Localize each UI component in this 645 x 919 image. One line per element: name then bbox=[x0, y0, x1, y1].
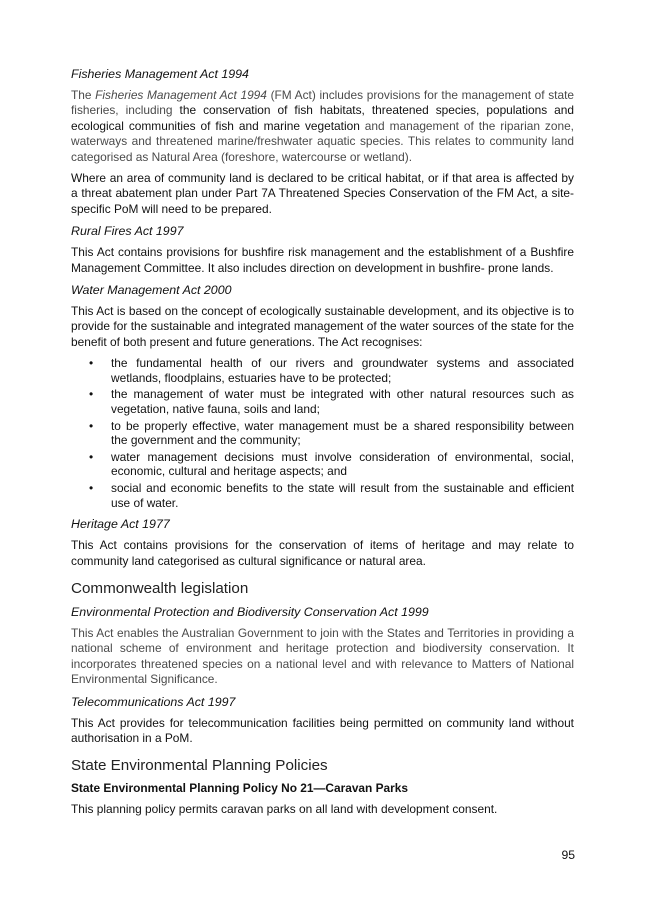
heritage-act-heading: Heritage Act 1977 bbox=[71, 517, 170, 532]
list-item bbox=[71, 419, 574, 448]
telecom-paragraph: This Act provides for telecommunication facilities being permitted on community land without authorisation in a PoM. bbox=[71, 715, 574, 746]
telecom-act-heading: Telecommunications Act 1997 bbox=[71, 694, 236, 709]
sepp-section-heading: State Environmental Planning Policies bbox=[71, 757, 328, 775]
fisheries-p1-intro: The bbox=[71, 88, 96, 102]
bullet-icon: • bbox=[89, 449, 94, 464]
epbc-paragraph: This Act enables the Australian Government to join with the States and Territories in providing a national scheme of environment and heritage protection and biodiversity conservation. It incorporates threatened species on a national level and with relevance to Matters of National Environmental Significance. bbox=[71, 626, 574, 687]
rural-fires-paragraph: This Act contains provisions for bushfire risk management and the establishment of a Bushfire Management Committee. It also includes direction on development in bushfire- prone lands. bbox=[71, 245, 574, 275]
water-act-heading: Water Management Act 2000 bbox=[71, 283, 232, 298]
sepp-paragraph: This planning policy permits caravan parks on all land with development consent. bbox=[71, 802, 498, 817]
water-paragraph: This Act is based on the concept of ecologically sustainable development, and its objective is to provide for the sustainable and integrated management of the water sources of the state for the benefit of both present and future generations. The Act recognises: bbox=[71, 304, 574, 349]
bullet-icon: • bbox=[89, 418, 94, 433]
epbc-act-heading: Environmental Protection and Biodiversity Conservation Act 1999 bbox=[71, 605, 429, 620]
bullet-icon: • bbox=[89, 481, 94, 496]
list-item bbox=[71, 387, 574, 416]
fisheries-paragraph-1 bbox=[71, 88, 574, 165]
rural-fires-act-heading: Rural Fires Act 1997 bbox=[71, 224, 184, 239]
list-item bbox=[71, 450, 574, 479]
commonwealth-section-heading: Commonwealth legislation bbox=[71, 580, 249, 598]
list-item bbox=[71, 356, 574, 385]
bullet-icon: • bbox=[89, 387, 94, 402]
page-number: 95 bbox=[561, 848, 575, 862]
sepp-21-heading: State Environmental Planning Policy No 21—Caravan Parks bbox=[71, 781, 409, 796]
list-item-text: water management decisions must involve consideration of environmental, social, economic, cultural and heritage aspects; and bbox=[111, 449, 574, 479]
list-item bbox=[71, 481, 574, 510]
list-item-text: the management of water must be integrated with other natural resources such as vegetation, native fauna, soils and land; bbox=[111, 387, 574, 417]
fisheries-p1-act-title: Fisheries Management Act 1994 bbox=[95, 88, 267, 102]
fisheries-paragraph-2: Where an area of community land is declared to be critical habitat, or if that area is affected by a threat abatement plan under Part 7A Threatened Species Conservation of the FM Act, a site-specific PoM will need to be prepared. bbox=[71, 171, 574, 216]
list-item-text: to be properly effective, water management must be a shared responsibility between the government and the community; bbox=[111, 418, 574, 448]
heritage-paragraph: This Act contains provisions for the conservation of items of heritage and may relate to community land categorised as cultural significance or natural area. bbox=[71, 538, 574, 568]
bullet-icon: • bbox=[89, 356, 94, 371]
list-item-text: social and economic benefits to the state will result from the sustainable and efficient use of water. bbox=[111, 481, 574, 510]
fisheries-p1-highlight: the conservation of fish habitats, threatened species, populations and ecological communities of fish and marine vegetation bbox=[71, 103, 575, 133]
list-item-text: the fundamental health of our rivers and groundwater systems and associated wetlands, floodplains, estuaries have to be protected; bbox=[111, 356, 574, 385]
fisheries-p1-middle: (FM Act) includes provisions for the management of state fisheries, including bbox=[71, 88, 575, 118]
fisheries-p1-end: and management of the riparian zone, waterways and threatened marine/freshwater aquatic species. This relates to community land categorised as Natural Area (foreshore, watercourse or wetland). bbox=[71, 118, 574, 164]
water-recognises-list bbox=[71, 356, 574, 510]
fisheries-act-heading: Fisheries Management Act 1994 bbox=[71, 67, 249, 81]
document-page bbox=[71, 66, 574, 824]
